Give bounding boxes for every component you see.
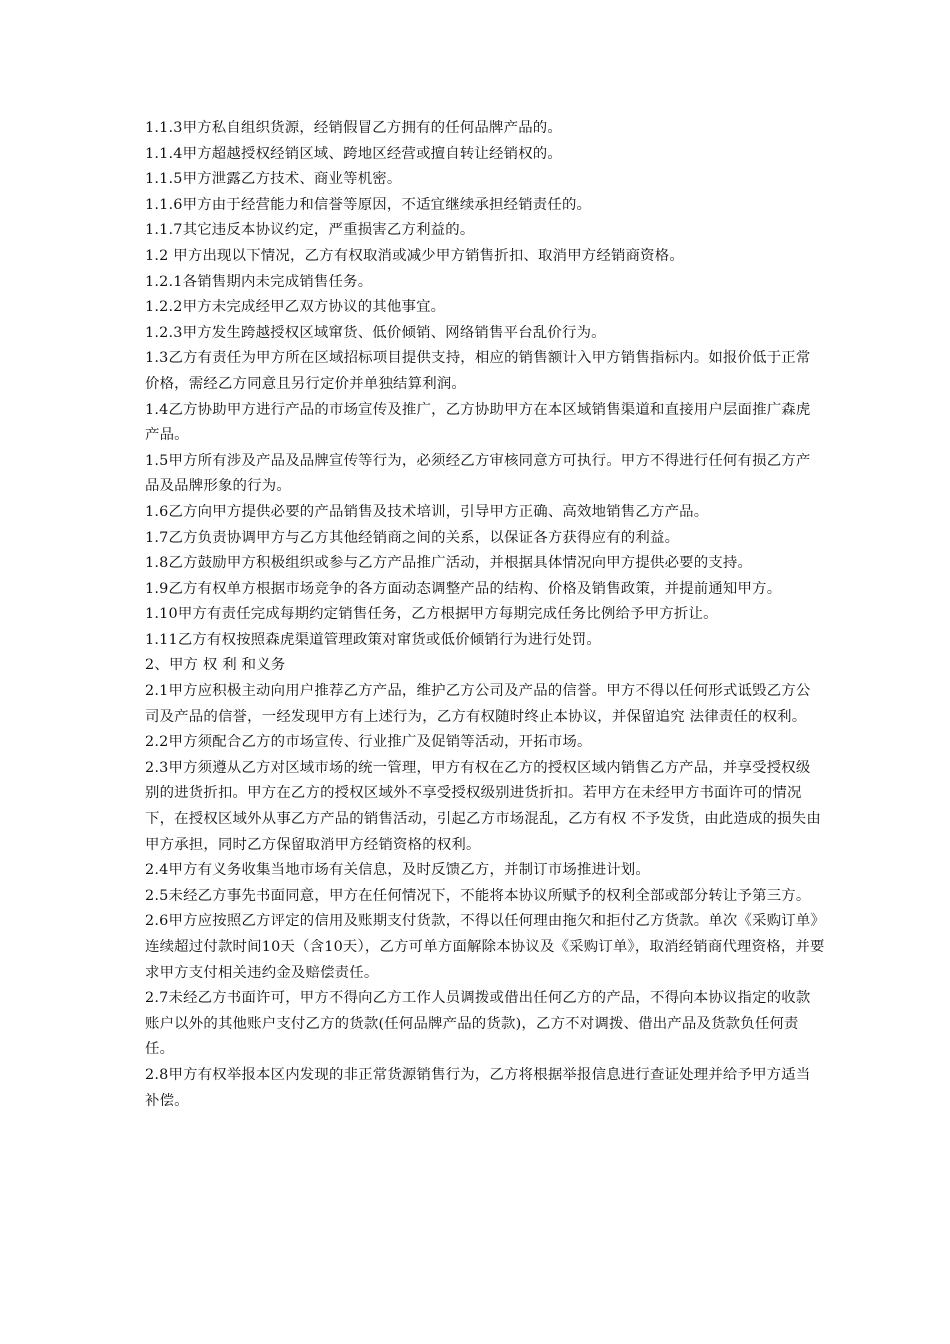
document-page xyxy=(145,116,825,1114)
clause-2-3: 2.3甲方须遵从乙方对区域市场的统一管理，甲方有权在乙方的授权区域内销售乙方产品，并享受授权级别的进货折扣。甲方在乙方的授权区域外不享受授权级别进货折扣。若甲方在未经甲方书面许可的情况下，在授权区域外从事乙方产品的销售活动，引起乙方市场混乱，乙方有权 不予发货，由此造成的损失由甲方承担，同时乙方保留取消甲方经销资格的权利。 xyxy=(145,759,821,853)
clause-2-1: 2.1甲方应积极主动向用户推荐乙方产品，维护乙方公司及产品的信誉。甲方不得以任何形式诋毁乙方公司及产品的信誉，一经发现甲方有上述行为，乙方有权随时终止本协议，并保留追究 法律责任的权利。 xyxy=(145,683,811,725)
clause-1-11: 1.11乙方有权按照森虎渠道管理政策对窜货或低价倾销行为进行处罚。 xyxy=(145,631,601,648)
clause-1-1-6: 1.1.6甲方由于经营能力和信誉等原因，不适宜继续承担经销责任的。 xyxy=(145,196,592,213)
clause-1-1-5: 1.1.5甲方泄露乙方技术、商业等机密。 xyxy=(145,171,402,188)
clause-1-1-3: 1.1.3甲方私自组织货源，经销假冒乙方拥有的任何品牌产品的。 xyxy=(145,120,562,136)
clause-2-5: 2.5未经乙方事先书面同意，甲方在任何情况下，不能将本协议所赋予的权利全部或部分转让予第三方。 xyxy=(145,887,811,904)
clause-2-2: 2.2甲方须配合乙方的市场宣传、行业推广及促销等活动，开拓市场。 xyxy=(145,734,592,751)
clause-1-5: 1.5甲方所有涉及产品及品牌宣传等行为，必须经乙方审核同意方可执行。甲方不得进行任何有损乙方产品及品牌形象的行为。 xyxy=(145,452,811,495)
clause-1-10: 1.10甲方有责任完成每期约定销售任务，乙方根据甲方每期完成任务比例给予甲方折让。 xyxy=(145,606,718,623)
clause-1-2-1: 1.2.1各销售期内未完成销售任务。 xyxy=(145,273,373,290)
clause-2-4: 2.4甲方有义务收集当地市场有关信息，及时反馈乙方，并制订市场推进计划。 xyxy=(145,862,650,879)
clause-1-2-3: 1.2.3甲方发生跨越授权区域窜货、低价倾销、网络销售平台乱价行为。 xyxy=(145,324,606,341)
clause-2-8: 2.8甲方有权举报本区内发现的非正常货源销售行为，乙方将根据举报信息进行查证处理并给予甲方适当补偿。 xyxy=(145,1066,811,1109)
clause-1-2-2: 1.2.2甲方未完成经甲乙双方协议的其他事宜。 xyxy=(145,299,446,316)
clause-1-9: 1.9乙方有权单方根据市场竞争的各方面动态调整产品的结构、价格及销售政策，并提前通知甲方。 xyxy=(145,580,782,597)
clause-1-2: 1.2 甲方出现以下情况，乙方有权取消或减少甲方销售折扣、取消甲方经销商资格。 xyxy=(145,247,684,264)
clause-1-8: 1.8乙方鼓励甲方积极组织或参与乙方产品推广活动，并根据具体情况向甲方提供必要的支持。 xyxy=(145,555,753,572)
section-2-heading: 2、甲方 权 利 和义务 xyxy=(145,657,286,674)
clause-2-6: 2.6甲方应按照乙方评定的信用及账期支付货款，不得以任何理由拖欠和拒付乙方货款。单次《采购订单》连续超过付款时间10天（含10天），乙方可单方面解除本协议及《采购订单》，取消经销商代理资格，并要求甲方支付相关违约金及赔偿责任。 xyxy=(145,913,825,981)
clause-1-1-4: 1.1.4甲方超越授权经销区域、跨地区经营或擅自转让经销权的。 xyxy=(145,145,562,162)
clause-2-7: 2.7未经乙方书面许可，甲方不得向乙方工作人员调拨或借出任何乙方的产品，不得向本协议指定的收款账户以外的其他账户支付乙方的货款(任何品牌产品的货款)，乙方不对调拨、借出产品及货款负任何责任。 xyxy=(145,990,811,1058)
clause-1-7: 1.7乙方负责协调甲方与乙方其他经销商之间的关系，以保证各方获得应有的利益。 xyxy=(145,529,680,546)
clause-1-1-7: 1.1.7其它违反本协议约定，严重损害乙方利益的。 xyxy=(145,222,475,239)
clause-1-4: 1.4乙方协助甲方进行产品的市场宣传及推广，乙方协助甲方在本区域销售渠道和直接用户层面推广森虎产品。 xyxy=(145,401,811,444)
clause-1-6: 1.6乙方向甲方提供必要的产品销售及技术培训，引导甲方正确、高效地销售乙方产品。 xyxy=(145,503,709,520)
clause-1-3: 1.3乙方有责任为甲方所在区域招标项目提供支持，相应的销售额计入甲方销售指标内。如报价低于正常价格，需经乙方同意且另行定价并单独结算利润。 xyxy=(145,350,811,392)
